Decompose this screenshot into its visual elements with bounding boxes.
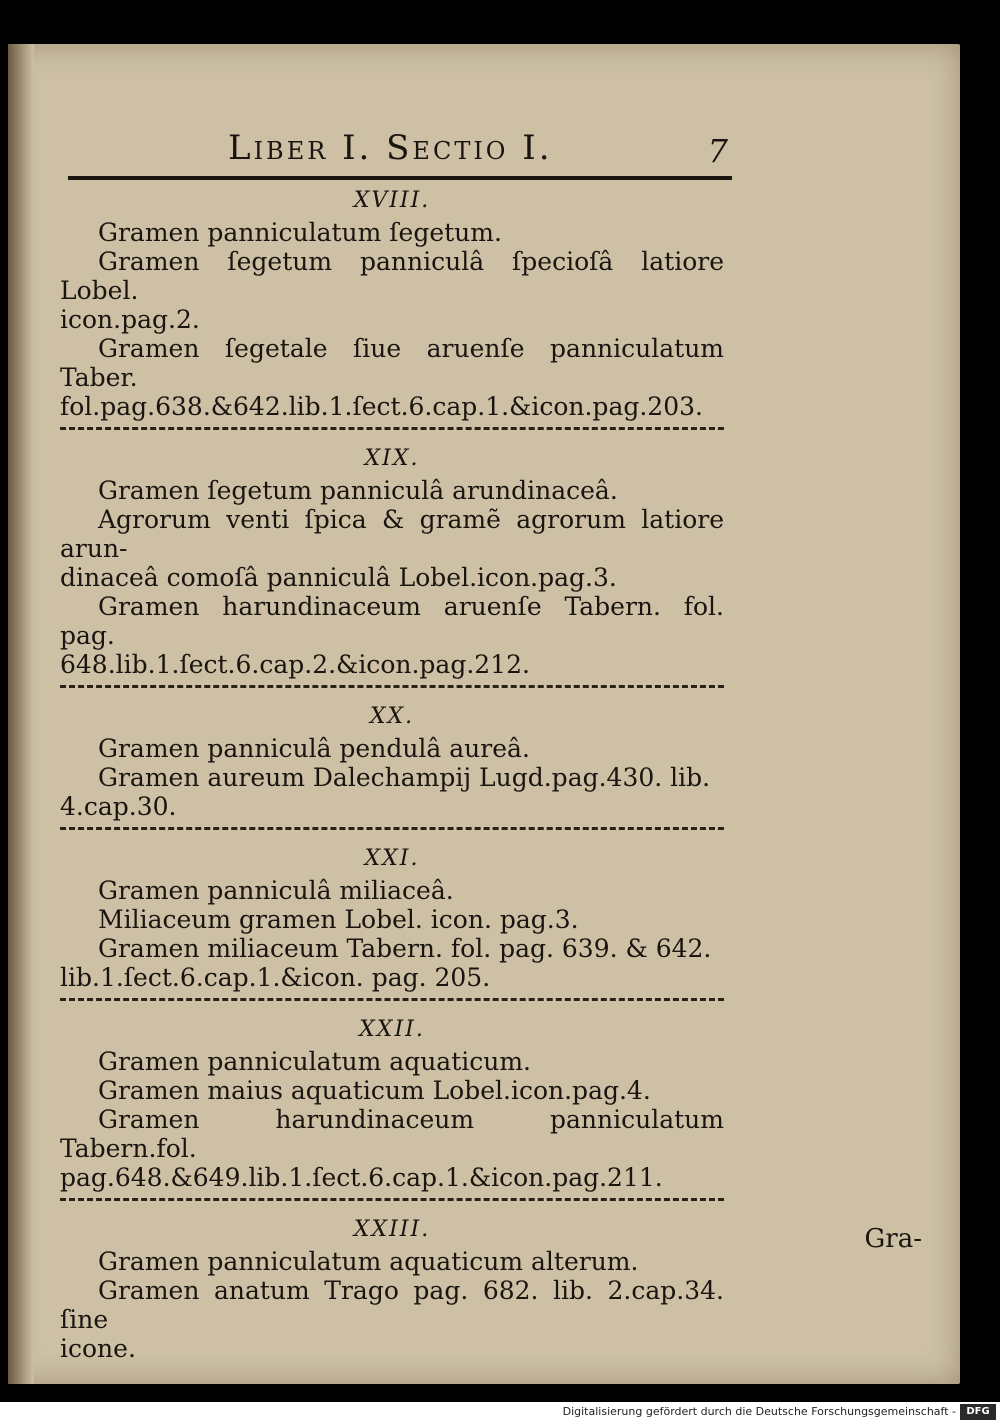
entry-divider — [60, 827, 724, 830]
entry-line: Gramen panniculatum aquaticum alterum. — [98, 1247, 639, 1276]
entry-line: Gramen harundinaceum panniculatum Tabern.fol. — [60, 1105, 724, 1163]
entry-line: Gramen ſegetum panniculâ ſpecioſâ latiore Lobel. — [60, 247, 724, 305]
running-header — [68, 128, 732, 180]
entry-numeral: XXI. — [364, 846, 420, 871]
entry-line: Gramen anatum Trago pag. 682. lib. 2.cap.34. ſine — [60, 1276, 724, 1334]
entry-line: dinaceâ comoſâ panniculâ Lobel.icon.pag.3. — [60, 563, 617, 592]
header-title: Liber I. Sectio I. — [228, 128, 553, 168]
book-page — [8, 44, 960, 1384]
entry-divider — [60, 685, 724, 688]
page-number: 7 — [707, 132, 728, 170]
entry-numeral: XIX. — [364, 446, 420, 471]
page-content — [60, 182, 724, 1363]
entry-line: Gramen ſegetale ſiue aruenſe panniculatum Taber. — [60, 334, 724, 392]
digitization-footer — [0, 1402, 1000, 1423]
entry-line: Gramen panniculâ pendulâ aureâ. — [98, 734, 530, 763]
page-spine — [8, 44, 34, 1384]
entry-divider — [60, 1198, 724, 1201]
dfg-logo: DFG — [960, 1404, 996, 1420]
entry-line: Miliaceum gramen Lobel. icon. pag.3. — [98, 905, 579, 934]
catchword: Gra- — [864, 1224, 922, 1254]
entry-numeral: XX. — [369, 704, 415, 729]
entry-line: Gramen maius aquaticum Lobel.icon.pag.4. — [98, 1076, 651, 1105]
entry-divider — [60, 427, 724, 430]
entry-line: Agrorum venti ſpica & gramẽ agrorum latiore arun- — [60, 505, 724, 563]
entry — [60, 1017, 724, 1201]
entry-line: Gramen panniculâ miliaceâ. — [98, 876, 454, 905]
entry-numeral: XVIII. — [353, 188, 431, 213]
entry-line: lib.1.ſect.6.cap.1.&icon. pag. 205. — [60, 963, 491, 992]
entry-divider — [60, 998, 724, 1001]
entry — [60, 704, 724, 830]
entry-line: Gramen aureum Dalechampij Lugd.pag.430. lib. — [98, 763, 711, 792]
entry — [60, 446, 724, 688]
footer-credit: Digitalisierung gefördert durch die Deutsche Forschungsgemeinschaft - — [562, 1405, 956, 1418]
entry-line: Gramen panniculatum aquaticum. — [98, 1047, 531, 1076]
entry-numeral: XXIII. — [353, 1217, 431, 1242]
entry-line: icon.pag.2. — [60, 305, 200, 334]
entry-line: pag.648.&649.lib.1.ſect.6.cap.1.&icon.pag.211. — [60, 1163, 663, 1192]
entry-line: Gramen harundinaceum aruenſe Tabern. fol. pag. — [60, 592, 724, 650]
entry — [60, 188, 724, 430]
entry-line: Gramen ſegetum panniculâ arundinaceâ. — [98, 476, 618, 505]
entry-line: Gramen miliaceum Tabern. fol. pag. 639. & 642. — [98, 934, 712, 963]
entry-line: fol.pag.638.&642.lib.1.ſect.6.cap.1.&icon.pag.203. — [60, 392, 703, 421]
entry — [60, 846, 724, 1001]
entry-line: 4.cap.30. — [60, 792, 177, 821]
entry-line: icone. — [60, 1334, 136, 1363]
entry-line: 648.lib.1.ſect.6.cap.2.&icon.pag.212. — [60, 650, 530, 679]
entry — [60, 1217, 724, 1363]
entry-line: Gramen panniculatum ſegetum. — [98, 218, 502, 247]
entry-numeral: XXII. — [359, 1017, 425, 1042]
